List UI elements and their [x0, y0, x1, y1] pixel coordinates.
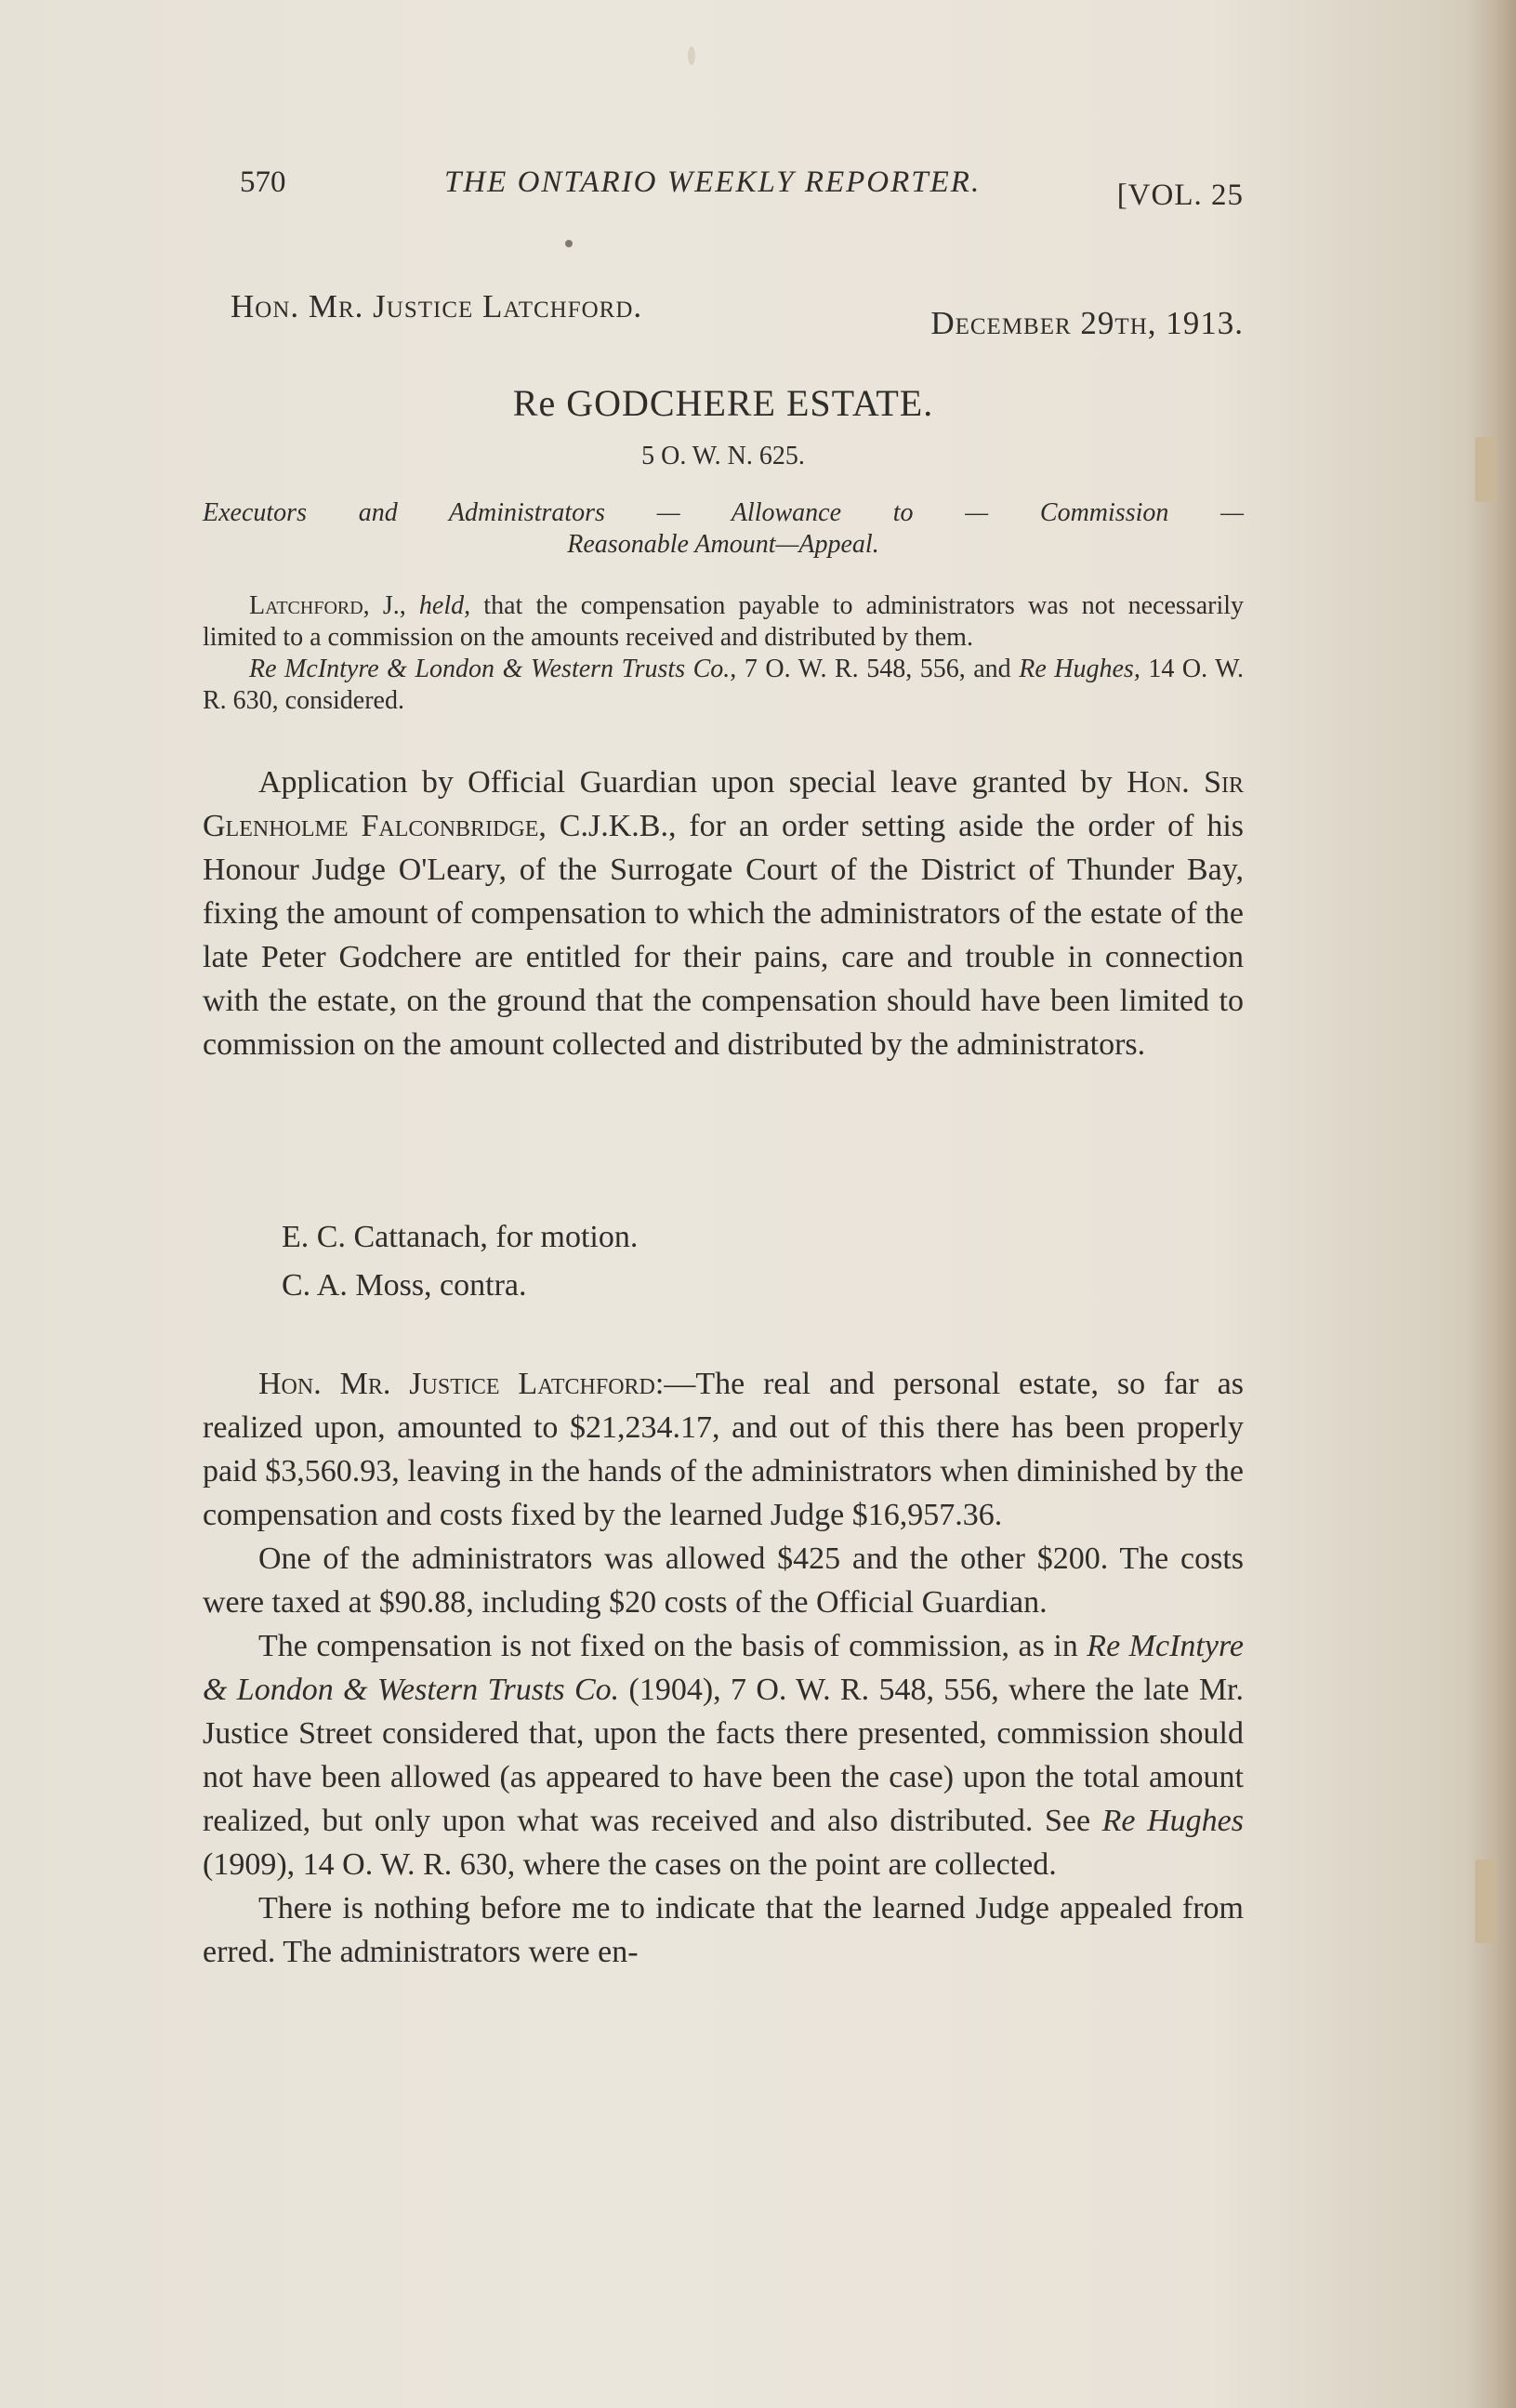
ink-speck [688, 46, 695, 65]
case-citation: 5 O. W. N. 625. [641, 442, 805, 470]
judgment-text [203, 1362, 1244, 1974]
application-paragraph: Application by Official Guardian upon special leave granted by Hon. Sir Glenholme Falconbridge, C.J.K.B., for an order setting aside the order of his Honour Judge O'Leary, of the Surrogate Court of the District of Thunder Bay, fixing the amount of compensation to which the administrators of the estate of the late Peter Godchere are entitled for their pains, care and trouble in connection with the estate, on the ground that the compensation should have been limited to commission on the amount collected and distributed by the administrators. [203, 765, 1245, 1062]
page-tab-mark [1475, 437, 1497, 502]
journal-title: THE ONTARIO WEEKLY REPORTER. [444, 165, 982, 199]
case-title: Re GODCHERE ESTATE. [512, 382, 934, 424]
page-edge-shadow [1465, 0, 1516, 2408]
counsel-contra: C. A. Moss, contra. [282, 1268, 527, 1303]
judgment-paragraph-2: One of the administrators was allowed $425 and the other $200. The costs were taxed at $90.88, including $20 costs of the Official Guardian. [203, 1541, 1244, 1620]
headnote [203, 590, 1244, 717]
headnote-cases: Re McIntyre & London & Western Trusts Co., 7 O. W. R. 548, 556, and Re Hughes, 14 O. W. R. 630, considered. [203, 655, 1244, 715]
decision-date: December 29th, 1913. [930, 305, 1244, 341]
judge-line: Hon. Mr. Justice Latchford. [231, 288, 643, 324]
page-tab-mark [1475, 1859, 1497, 1943]
catchwords-line-2: Reasonable Amount—Appeal. [567, 530, 879, 559]
counsel-motion: E. C. Cattanach, for motion. [282, 1220, 639, 1254]
judgment-paragraph-1: Hon. Mr. Justice Latchford:—The real and personal estate, so far as realized upon, amounted to $21,234.17, and out of this there has been properly paid $3,560.93, leaving in the hands of the administrators when diminished by the compensation and costs fixed by the learned Judge $16,957.36. [203, 1367, 1244, 1532]
headnote-holding: Latchford, J., held, that the compensation payable to administrators was not necessarily limited to a commission on the amounts received and distributed by them. [203, 591, 1245, 652]
page-number: 570 [240, 165, 286, 199]
catchwords-line-1: Executors and Administrators — Allowance to — Commission — [203, 498, 1244, 527]
counsel-list [282, 1213, 638, 1310]
judgment-paragraph-3: The compensation is not fixed on the basis of commission, as in Re McIntyre & London & Western Trusts Co. (1904), 7 O. W. R. 548, 556, where the late Mr. Justice Street considered that, upon the facts there presented, commission should not have been allowed (as appeared to have been the case) upon the total amount realized, but only upon what was received and also distributed. See Re Hughes (1909), 14 O. W. R. 630, where the cases on the point are collected. [203, 1629, 1245, 1882]
ink-speck [565, 240, 573, 247]
running-head [203, 158, 1244, 214]
judgment-paragraph-4: There is nothing before me to indicate that the learned Judge appealed from erred. The administrators were en- [203, 1891, 1244, 1969]
volume-label: [VOL. 25 [1116, 179, 1244, 212]
catchwords [203, 497, 1244, 561]
